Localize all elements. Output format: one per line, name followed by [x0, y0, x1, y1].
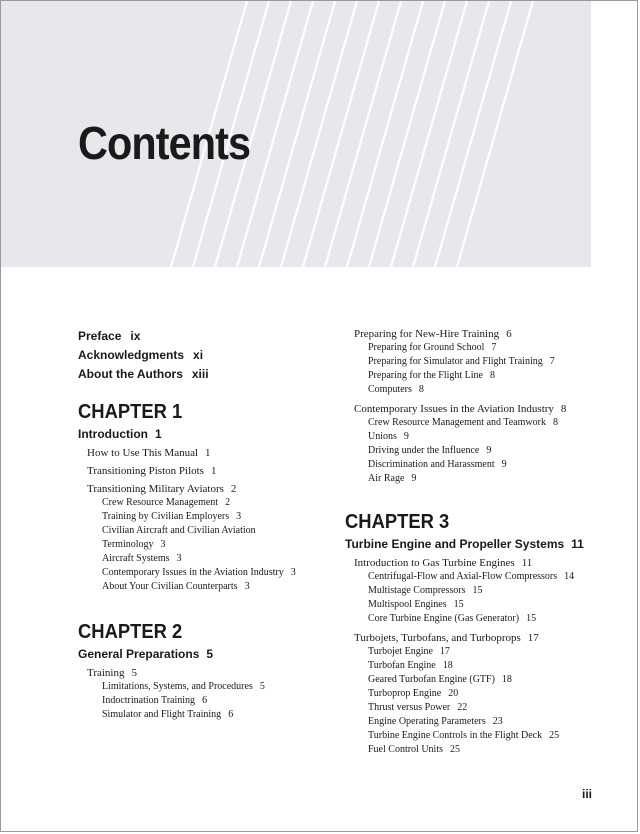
toc-subsection[interactable]: Crew Resource Management 2: [102, 497, 231, 508]
toc-subsection[interactable]: Centrifugal-Flow and Axial-Flow Compressors 14: [368, 571, 575, 582]
toc-right-column: [345, 327, 615, 757]
toc-subsection[interactable]: Training by Civilian Employers 3: [102, 511, 242, 522]
toc-section[interactable]: How to Use This Manual 1: [87, 447, 211, 459]
toc-subsection[interactable]: Turbofan Engine 18: [368, 660, 453, 671]
chapter-1-title[interactable]: Introduction 1: [78, 427, 162, 441]
toc-subsection[interactable]: Computers 8: [368, 384, 424, 395]
toc-subsection[interactable]: Limitations, Systems, and Procedures 5: [102, 681, 265, 692]
chapter-2-label: CHAPTER 2: [78, 621, 183, 643]
toc-section[interactable]: Turbojets, Turbofans, and Turboprops 17: [354, 632, 539, 644]
toc-subsection[interactable]: Geared Turbofan Engine (GTF) 18: [368, 674, 512, 685]
toc-subsection[interactable]: Crew Resource Management and Teamwork 8: [368, 417, 558, 428]
toc-subsection[interactable]: Driving under the Influence 9: [368, 445, 492, 456]
toc-section[interactable]: Transitioning Military Aviators 2: [87, 483, 237, 495]
toc-entry-acknowledgments[interactable]: Acknowledgments xi: [78, 348, 204, 362]
toc-subsection[interactable]: Preparing for Ground School 7: [368, 342, 497, 353]
toc-subsection[interactable]: Discrimination and Harassment 9: [368, 459, 507, 470]
toc-section[interactable]: Introduction to Gas Turbine Engines 11: [354, 557, 533, 569]
toc-subsection[interactable]: Fuel Control Units 25: [368, 744, 461, 755]
toc-subsection[interactable]: Preparing for Simulator and Flight Training 7: [368, 356, 555, 367]
page-number: iii: [582, 787, 593, 801]
toc-subsection[interactable]: Preparing for the Flight Line 8: [368, 370, 495, 381]
chapter-3-title[interactable]: Turbine Engine and Propeller Systems 11: [345, 537, 584, 551]
toc-entry-preface[interactable]: Preface ix: [78, 329, 141, 343]
toc-subsection[interactable]: About Your Civilian Counterparts 3: [102, 581, 250, 592]
toc-section[interactable]: Contemporary Issues in the Aviation Industry 8: [354, 403, 567, 415]
toc-subsection[interactable]: Turbojet Engine 17: [368, 646, 450, 657]
page-title: Contents: [78, 117, 251, 169]
toc-subsection[interactable]: Turbine Engine Controls in the Flight Deck 25: [368, 730, 560, 741]
toc-subsection[interactable]: Contemporary Issues in the Aviation Industry 3: [102, 567, 296, 578]
toc-subsection[interactable]: Aircraft Systems 3: [102, 553, 182, 564]
chapter-1-label: CHAPTER 1: [78, 401, 183, 423]
toc-subsection[interactable]: Engine Operating Parameters 23: [368, 716, 503, 727]
toc-subsection[interactable]: Indoctrination Training 6: [102, 695, 208, 706]
toc-subsection[interactable]: Thrust versus Power 22: [368, 702, 468, 713]
toc-subsection[interactable]: Unions 9: [368, 431, 409, 442]
toc-subsection[interactable]: Simulator and Flight Training 6: [102, 709, 234, 720]
toc-entry-about-authors[interactable]: About the Authors xiii: [78, 367, 209, 381]
toc-subsection[interactable]: Civilian Aircraft and Civilian Aviation: [102, 525, 256, 536]
toc-subsection[interactable]: Multistage Compressors 15: [368, 585, 483, 596]
toc-section[interactable]: Transitioning Piston Pilots 1: [87, 465, 217, 477]
toc-subsection[interactable]: Multispool Engines 15: [368, 599, 464, 610]
toc-section[interactable]: Preparing for New-Hire Training 6: [354, 328, 512, 340]
chapter-2-title[interactable]: General Preparations 5: [78, 647, 214, 661]
toc-section[interactable]: Training 5: [87, 667, 137, 679]
toc-left-column: [78, 327, 328, 722]
toc-subsection[interactable]: Turboprop Engine 20: [368, 688, 459, 699]
toc-subsection[interactable]: Air Rage 9: [368, 473, 417, 484]
chapter-3-label: CHAPTER 3: [345, 511, 450, 533]
toc-subsection[interactable]: Core Turbine Engine (Gas Generator) 15: [368, 613, 537, 624]
toc-subsection-continued[interactable]: Terminology 3: [102, 539, 166, 550]
